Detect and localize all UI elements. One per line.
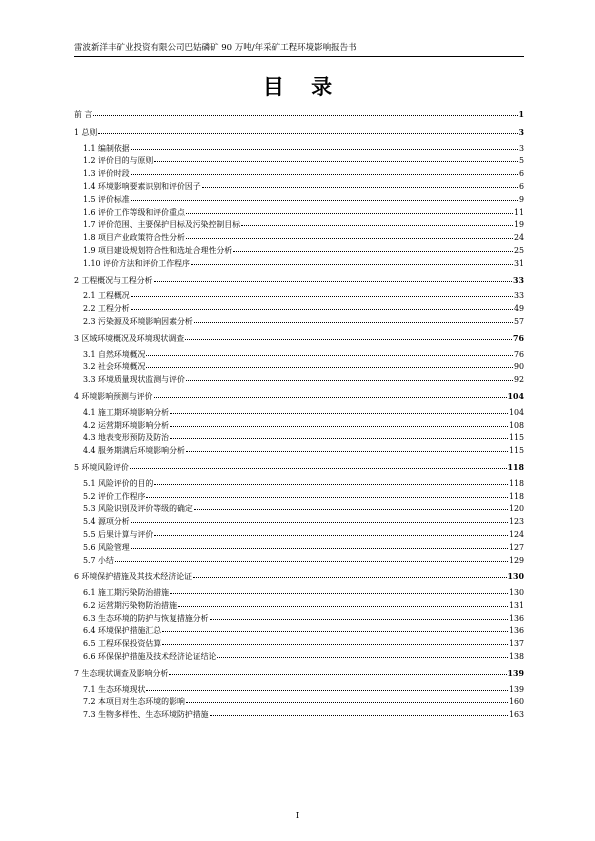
dot-leader [194,508,508,510]
table-of-contents [74,109,524,722]
toc-entry-label: 2 工程概况与工程分析 [74,275,153,285]
toc-entry-label: 1.8 项目产业政策符合性分析 [83,233,185,243]
toc-entry-label: 2.2 工程分析 [83,304,130,314]
toc-entry-page: 129 [508,555,524,565]
dot-leader [131,173,518,175]
toc-entry-preface[interactable] [74,109,524,122]
dot-leader [170,412,508,414]
toc-entry-page: 90 [513,362,524,372]
toc-entry-page: 137 [508,639,524,649]
dot-leader [191,263,513,265]
toc-entry-label: 5 环境风险评价 [74,462,129,472]
toc-entry-label: 6 环境保护措施及其技术经济论证 [74,572,192,582]
dot-leader [131,308,513,310]
toc-entry-label: 5.3 风险识别及评价等级的确定 [83,504,193,514]
toc-entry-label: 7.1 生态环境现状 [83,684,146,694]
toc-entry-page: 24 [513,233,524,243]
toc-entry-page: 76 [513,349,524,359]
toc-entry-page: 92 [513,375,524,385]
dot-leader [162,630,508,632]
dot-leader [146,496,508,498]
toc-entry-section[interactable] [74,555,524,568]
toc-entry-page: 130 [508,588,524,598]
dot-leader [115,560,508,562]
dot-leader [154,396,507,398]
toc-entry-label: 5.1 风险评价的目的 [83,478,154,488]
toc-entry-section[interactable] [74,194,524,207]
toc-entry-section[interactable] [74,349,524,362]
toc-entry-section[interactable] [74,638,524,651]
toc-entry-section[interactable] [74,303,524,316]
dot-leader [202,186,518,188]
toc-entry-chapter[interactable] [74,391,524,404]
toc-entry-section[interactable] [74,420,524,433]
toc-entry-section[interactable] [74,478,524,491]
dot-leader [185,338,512,340]
toc-entry-label: 5.4 源项分析 [83,517,130,527]
toc-entry-label: 5.5 后果计算与评价 [83,529,154,539]
dot-leader [146,366,513,368]
toc-entry-page: 118 [508,491,524,501]
toc-entry-page: 124 [508,529,524,539]
dot-leader [154,534,508,536]
toc-entry-page: 31 [513,258,524,268]
toc-entry-label: 5.6 风险管理 [83,542,130,552]
toc-entry-page: 130 [507,572,524,582]
toc-entry-section[interactable] [74,709,524,722]
toc-entry-label: 6.5 工程环保投资估算 [83,639,162,649]
toc-entry-section[interactable] [74,407,524,420]
toc-entry-label: 1.9 项目建设规划符合性和选址合理性分析 [83,245,233,255]
toc-entry-label: 4.3 地表变形预防及防治 [83,433,170,443]
toc-entry-section[interactable] [74,374,524,387]
dot-leader [162,643,508,645]
toc-entry-page: 108 [508,420,524,430]
toc-entry-page: 33 [513,291,524,301]
toc-entry-page: 123 [508,517,524,527]
toc-entry-label: 4.4 服务期满后环境影响分析 [83,446,185,456]
toc-entry-section[interactable] [74,625,524,638]
dot-leader [170,425,508,427]
toc-entry-page: 9 [518,194,524,204]
dot-leader [186,212,513,214]
toc-entry-label: 5.7 小结 [83,555,114,565]
toc-entry-section[interactable] [74,503,524,516]
toc-entry-section[interactable] [74,491,524,504]
toc-entry-page: 139 [508,684,524,694]
toc-entry-page: 115 [508,446,524,456]
toc-entry-page: 57 [513,316,524,326]
dot-leader [154,280,512,282]
toc-entry-section[interactable] [74,232,524,245]
toc-entry-page: 120 [508,504,524,514]
toc-entry-label: 1.7 评价范围、主要保护目标及污染控制目标 [83,220,241,230]
dot-leader [146,689,508,691]
toc-entry-label: 1.4 环境影响要素识别和评价因子 [83,181,201,191]
toc-entry-chapter[interactable] [74,333,524,346]
toc-entry-page: 11 [513,207,524,217]
dot-leader [193,576,507,578]
toc-entry-page: 6 [518,181,524,191]
toc-entry-section[interactable] [74,361,524,374]
toc-entry-page: 160 [508,697,524,707]
toc-entry-label: 2.1 工程概况 [83,291,130,301]
dot-leader [131,295,513,297]
toc-entry-section[interactable] [74,245,524,258]
dot-leader [98,132,517,134]
toc-entry-page: 127 [508,542,524,552]
toc-entry-page: 1 [518,110,524,119]
toc-entry-label: 3.1 自然环境概况 [83,349,146,359]
toc-entry-section[interactable] [74,432,524,445]
toc-entry-label: 前 言 [74,110,93,119]
toc-entry-page: 104 [507,391,524,401]
header-rule [74,56,524,57]
dot-leader [131,148,518,150]
dot-leader [186,237,513,239]
toc-entry-page: 33 [513,275,524,285]
dot-leader [178,605,508,607]
dot-leader [130,467,507,469]
toc-entry-section[interactable] [74,613,524,626]
toc-entry-label: 3.2 社会环境概况 [83,362,146,372]
page-header: 雷波新洋丰矿业投资有限公司巴姑磷矿 90 万吨/年采矿工程环境影响报告书 [74,43,357,53]
toc-entry-page: 118 [507,462,524,472]
toc-entry-section[interactable] [74,542,524,555]
toc-entry-label: 7.2 本项目对生态环境的影响 [83,697,185,707]
page-number: I [295,811,300,821]
dot-leader [146,354,513,356]
dot-leader [194,321,513,323]
toc-entry-page: 136 [508,613,524,623]
toc-entry-section[interactable] [74,529,524,542]
toc-entry-label: 7 生态现状调查及影响分析 [74,668,169,678]
dot-leader [154,160,518,162]
toc-entry-chapter[interactable] [74,462,524,475]
dot-leader [154,483,508,485]
toc-entry-chapter[interactable] [74,668,524,681]
toc-entry-chapter[interactable] [74,275,524,288]
toc-entry-label: 6.6 环保保护措施及技术经济论证结论 [83,652,217,662]
dot-leader [131,521,508,523]
toc-entry-page: 136 [508,626,524,636]
toc-entry-chapter[interactable] [74,571,524,584]
dot-leader [210,618,508,620]
toc-entry-label: 1.10 评价方法和评价工作程序 [83,258,190,268]
toc-entry-section[interactable] [74,684,524,697]
dot-leader [233,250,513,252]
toc-entry-label: 1.2 评价目的与原则 [83,156,154,166]
toc-entry-section[interactable] [74,600,524,613]
dot-leader [170,592,508,594]
toc-entry-section[interactable] [74,181,524,194]
toc-chapters [74,127,524,722]
dot-leader [241,224,513,226]
toc-entry-label: 6.4 环境保护措施汇总 [83,626,162,636]
toc-entry-page: 138 [508,652,524,662]
toc-entry-label: 1 总则 [74,127,98,137]
toc-entry-label: 1.1 编制依据 [83,143,130,153]
toc-entry-page: 115 [508,433,524,443]
dot-leader [170,437,508,439]
toc-entry-label: 5.2 评价工作程序 [83,491,146,501]
toc-entry-label: 2.3 污染源及环境影响因素分析 [83,316,193,326]
dot-leader [169,673,506,675]
toc-entry-label: 4 环境影响预测与评价 [74,391,153,401]
dot-leader [186,379,513,381]
toc-entry-label: 1.6 评价工作等级和评价重点 [83,207,185,217]
toc-entry-page: 3 [518,143,524,153]
dot-leader [217,656,508,658]
toc-entry-section[interactable] [74,696,524,709]
toc-entry-label: 3.3 环境质量现状监测与评价 [83,375,185,385]
toc-entry-page: 5 [518,156,524,166]
dot-leader [131,199,518,201]
toc-entry-section[interactable] [74,143,524,156]
toc-entry-label: 3 区域环境概况及环境现状调查 [74,333,185,343]
dot-leader [210,714,508,716]
toc-entry-page: 19 [513,220,524,230]
toc-entry-label: 6.1 施工期污染防治措施 [83,588,170,598]
toc-entry-section[interactable] [74,155,524,168]
dot-leader [186,450,508,452]
toc-entry-page: 131 [508,600,524,610]
toc-entry-page: 76 [513,333,524,343]
toc-entry-page: 25 [513,245,524,255]
toc-entry-section[interactable] [74,219,524,232]
toc-entry-label: 7.3 生物多样性、生态环境防护措施 [83,710,209,720]
toc-entry-label: 6.3 生态环境的防护与恢复措施分析 [83,613,209,623]
dot-leader [186,701,508,703]
toc-entry-label: 1.5 评价标准 [83,194,130,204]
toc-entry-page: 139 [507,668,524,678]
toc-entry-section[interactable] [74,168,524,181]
toc-entry-chapter[interactable] [74,127,524,140]
toc-entry-section[interactable] [74,651,524,664]
toc-entry-section[interactable] [74,207,524,220]
toc-entry-section[interactable] [74,316,524,329]
dot-leader [131,547,508,549]
toc-entry-page: 163 [508,710,524,720]
toc-entry-page: 118 [508,478,524,488]
toc-entry-section[interactable] [74,445,524,458]
toc-entry-label: 6.2 运营期污染物防治措施 [83,600,177,610]
toc-entry-section[interactable] [74,516,524,529]
toc-entry-section[interactable] [74,587,524,600]
toc-title: 目 录 [262,74,343,99]
toc-entry-section[interactable] [74,258,524,271]
toc-entry-page: 49 [513,304,524,314]
toc-entry-label: 4.1 施工期环境影响分析 [83,407,170,417]
toc-entry-page: 6 [518,169,524,179]
toc-entry-label: 4.2 运营期环境影响分析 [83,420,170,430]
toc-entry-label: 1.3 评价时段 [83,169,130,179]
toc-entry-section[interactable] [74,290,524,303]
toc-entry-page: 104 [508,407,524,417]
dot-leader [93,114,517,116]
toc-entry-page: 3 [518,127,524,137]
